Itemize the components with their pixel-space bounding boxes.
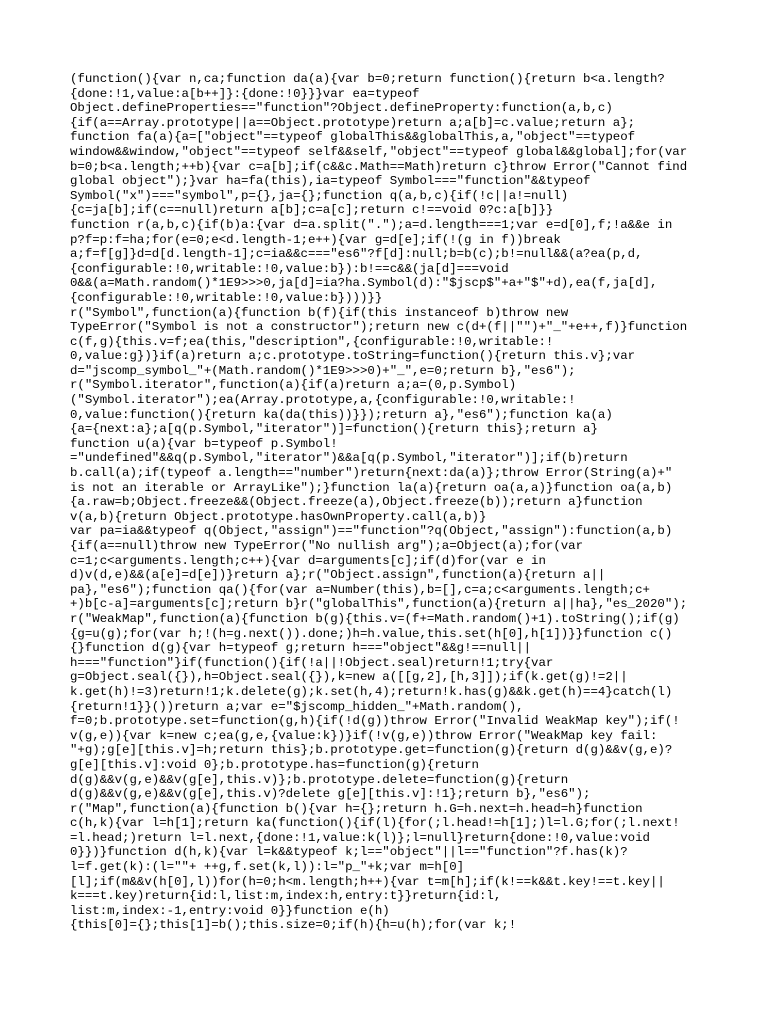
code-line: c=1;c<arguments.length;c++){var d=arguments[c];if(d)for(var e in [70,553,546,568]
code-line: d)v(d,e)&&(a[e]=d[e])}return a};r("Object.assign",function(a){return a|| [70,568,606,583]
code-line: p?f=p:f=ha;for(e=0;e<d.length-1;e++){var g=d[e];if(!(g in f))break [70,232,561,247]
code-line: "+g);g[e][this.v]=h;return this};b.prototype.get=function(g){return d(g)&&v(g,e)? [70,743,673,758]
code-line: 0&&(a=Math.random()*1E9>>>0,ja[d]=ia?ha.Symbol(d):"$jscp$"+a+"$"+d),ea(f,ja[d], [70,276,658,291]
code-line: ="undefined"&&q(p.Symbol,"iterator")&&a[q(p.Symbol,"iterator")];if(b)return [70,451,628,466]
code-line: g=Object.seal({}),h=Object.seal({}),k=new a([[g,2],[h,3]]);if(k.get(g)!=2|| [70,670,628,685]
code-line: r("WeakMap",function(a){function b(g){this.v=(f+=Math.random()+1).toString();if(g) [70,611,680,626]
code-line: function fa(a){a=["object"==typeof globalThis&&globalThis,a,"object"==typeof [70,130,636,145]
code-line: g[e][this.v]:void 0};b.prototype.has=function(g){return [70,757,479,772]
code-line: h==="function"}if(function(){if(!a||!Object.seal)return!1;try{var [70,655,554,670]
code-line: ("Symbol.iterator");ea(Array.prototype,a,{configurable:!0,writable:! [70,393,576,408]
code-line: =l.head;)return l=l.next,{done:!1,value:k(l)};l=null}return{done:!0,value:void [70,830,650,845]
code-line: +)b[c-a]=arguments[c];return b}r("globalThis",function(a){return a||ha},"es_2020"); [70,597,688,612]
code-line: d="jscomp_symbol_"+(Math.random()*1E9>>>0)+"_",e=0;return b},"es6"); [70,363,576,378]
code-line: window&&window,"object"==typeof self&&self,"object"==typeof global&&global];for(var [70,144,688,159]
code-line: {return!1}}())return a;var e="$jscomp_hidden_"+Math.random(), [70,699,524,714]
code-line: {}function d(g){var h=typeof g;return h==="object"&&g!==null|| [70,641,532,656]
code-line: Symbol("x")==="symbol",p={},ja={};function q(a,b,c){if(!c||a!=null) [70,188,569,203]
code-line: {configurable:!0,writable:!0,value:b})))}} [70,290,383,305]
code-line: v(g,e)){var k=new c;ea(g,e,{value:k})}if(!v(g,e))throw Error("WeakMap key fail: [70,728,658,743]
code-line: {a.raw=b;Object.freeze&&(Object.freeze(a),Object.freeze(b));return a}function [70,495,643,510]
code-line: pa},"es6");function qa(){for(var a=Number(this),b=[],c=a;c<arguments.length;c+ [70,582,650,597]
code-line: (function(){var n,ca;function da(a){var b=0;return function(){return b<a.length? [70,72,665,86]
code-line: global object");}var ha=fa(this),ia=typeof Symbol==="function"&&typeof [70,174,591,189]
code-line: d(g)&&v(g,e)&&v(g[e],this.v)?delete g[e][this.v]:!1};return b},"es6"); [70,787,591,802]
code-line: {a={next:a};a[q(p.Symbol,"iterator")]=function(){return this};return a} [70,422,598,437]
code-line: c(f,g){this.v=f;ea(this,"description",{configurable:!0,writable:! [70,334,554,349]
code-line: function r(a,b,c){if(b)a:{var d=a.split(".");a=d.length===1;var e=d[0],f;!a&&e in [70,217,673,232]
code-line: {this[0]={};this[1]=b();this.size=0;if(h){h=u(h);for(var k;! [70,918,517,933]
code-line: b.call(a);if(typeof a.length=="number")return{next:da(a)};throw Error(String(a)+" [70,466,673,481]
code-line: f=0;b.prototype.set=function(g,h){if(!d(g))throw Error("Invalid WeakMap key");if(! [70,714,680,729]
code-line: c(h,k){var l=h[1];return ka(function(){if(l){for(;l.head!=h[1];)l=l.G;for(;l.next! [70,816,680,831]
code-line: 0}})}function d(h,k){var l=k&&typeof k;l=="object"||l=="function"?f.has(k)? [70,845,628,860]
code-line: is not an iterable or ArrayLike");}function la(a){return oa(a,a)}function oa(a,b) [70,480,673,495]
code-line: k.get(h)!=3)return!1;k.delete(g);k.set(h,4);return!k.has(g)&&k.get(h)==4}catch(l) [70,684,673,699]
code-line: 0,value:g})}if(a)return a;c.prototype.toString=function(){return this.v};var [70,349,636,364]
code-line: [l];if(m&&v(h[0],l))for(h=0;h<m.length;h++){var t=m[h];if(k!==k&&t.key!==t.key|| [70,874,665,889]
code-text-block [70,72,750,933]
code-line: b=0;b<a.length;++b){var c=a[b];if(c&&c.Math==Math)return c}throw Error("Cannot find [70,159,688,174]
code-line: 0,value:function(){return ka(da(this))}});return a},"es6");function ka(a) [70,407,613,422]
code-line: d(g)&&v(g,e)&&v(g[e],this.v)};b.prototype.delete=function(g){return [70,772,569,787]
code-line: r("Symbol",function(a){function b(f){if(this instanceof b)throw new [70,305,569,320]
code-line: k===t.key)return{id:l,list:m,index:h,entry:t}}return{id:l, [70,889,502,904]
code-line: Object.defineProperties=="function"?Object.defineProperty:function(a,b,c) [70,101,613,116]
code-line: {configurable:!0,writable:!0,value:b}):b!==c&&(ja[d]===void [70,261,509,276]
code-line: function u(a){var b=typeof p.Symbol! [70,436,338,451]
code-line: v(a,b){return Object.prototype.hasOwnProperty.call(a,b)} [70,509,487,524]
code-line: TypeError("Symbol is not a constructor");return new c(d+(f||"")+"_"+e++,f)}function [70,320,688,335]
code-line: var pa=ia&&typeof q(Object,"assign")=="function"?q(Object,"assign"):function(a,b) [70,524,673,539]
code-line: {if(a==null)throw new TypeError("No nullish arg");a=Object(a);for(var [70,539,584,553]
code-line: a;f=f[g]}d=d[d.length-1];c=ia&&c==="es6"?f[d]:null;b=b(c);b!=null&&(a?ea(p,d, [70,247,643,262]
code-line: {done:!1,value:a[b++]}:{done:!0}}}var ea=typeof [70,86,420,101]
code-line: {if(a==Array.prototype||a==Object.prototype)return a;a[b]=c.value;return a}; [70,115,636,130]
code-line: r("Symbol.iterator",function(a){if(a)return a;a=(0,p.Symbol) [70,378,517,393]
code-line: {c=ja[b];if(c==null)return a[b];c=a[c];return c!==void 0?c:a[b]}} [70,203,554,218]
code-line: list:m,index:-1,entry:void 0}}function e(h) [70,903,390,918]
code-line: l=f.get(k):(l=""+ ++g,f.set(k,l)):l="p_"+k;var m=h[0] [70,860,465,875]
code-line: {g=u(g);for(var h;!(h=g.next()).done;)h=h.value,this.set(h[0],h[1])}}function c() [70,626,673,641]
code-line: r("Map",function(a){function b(){var h={};return h.G=h.next=h.head=h}function [70,801,643,816]
